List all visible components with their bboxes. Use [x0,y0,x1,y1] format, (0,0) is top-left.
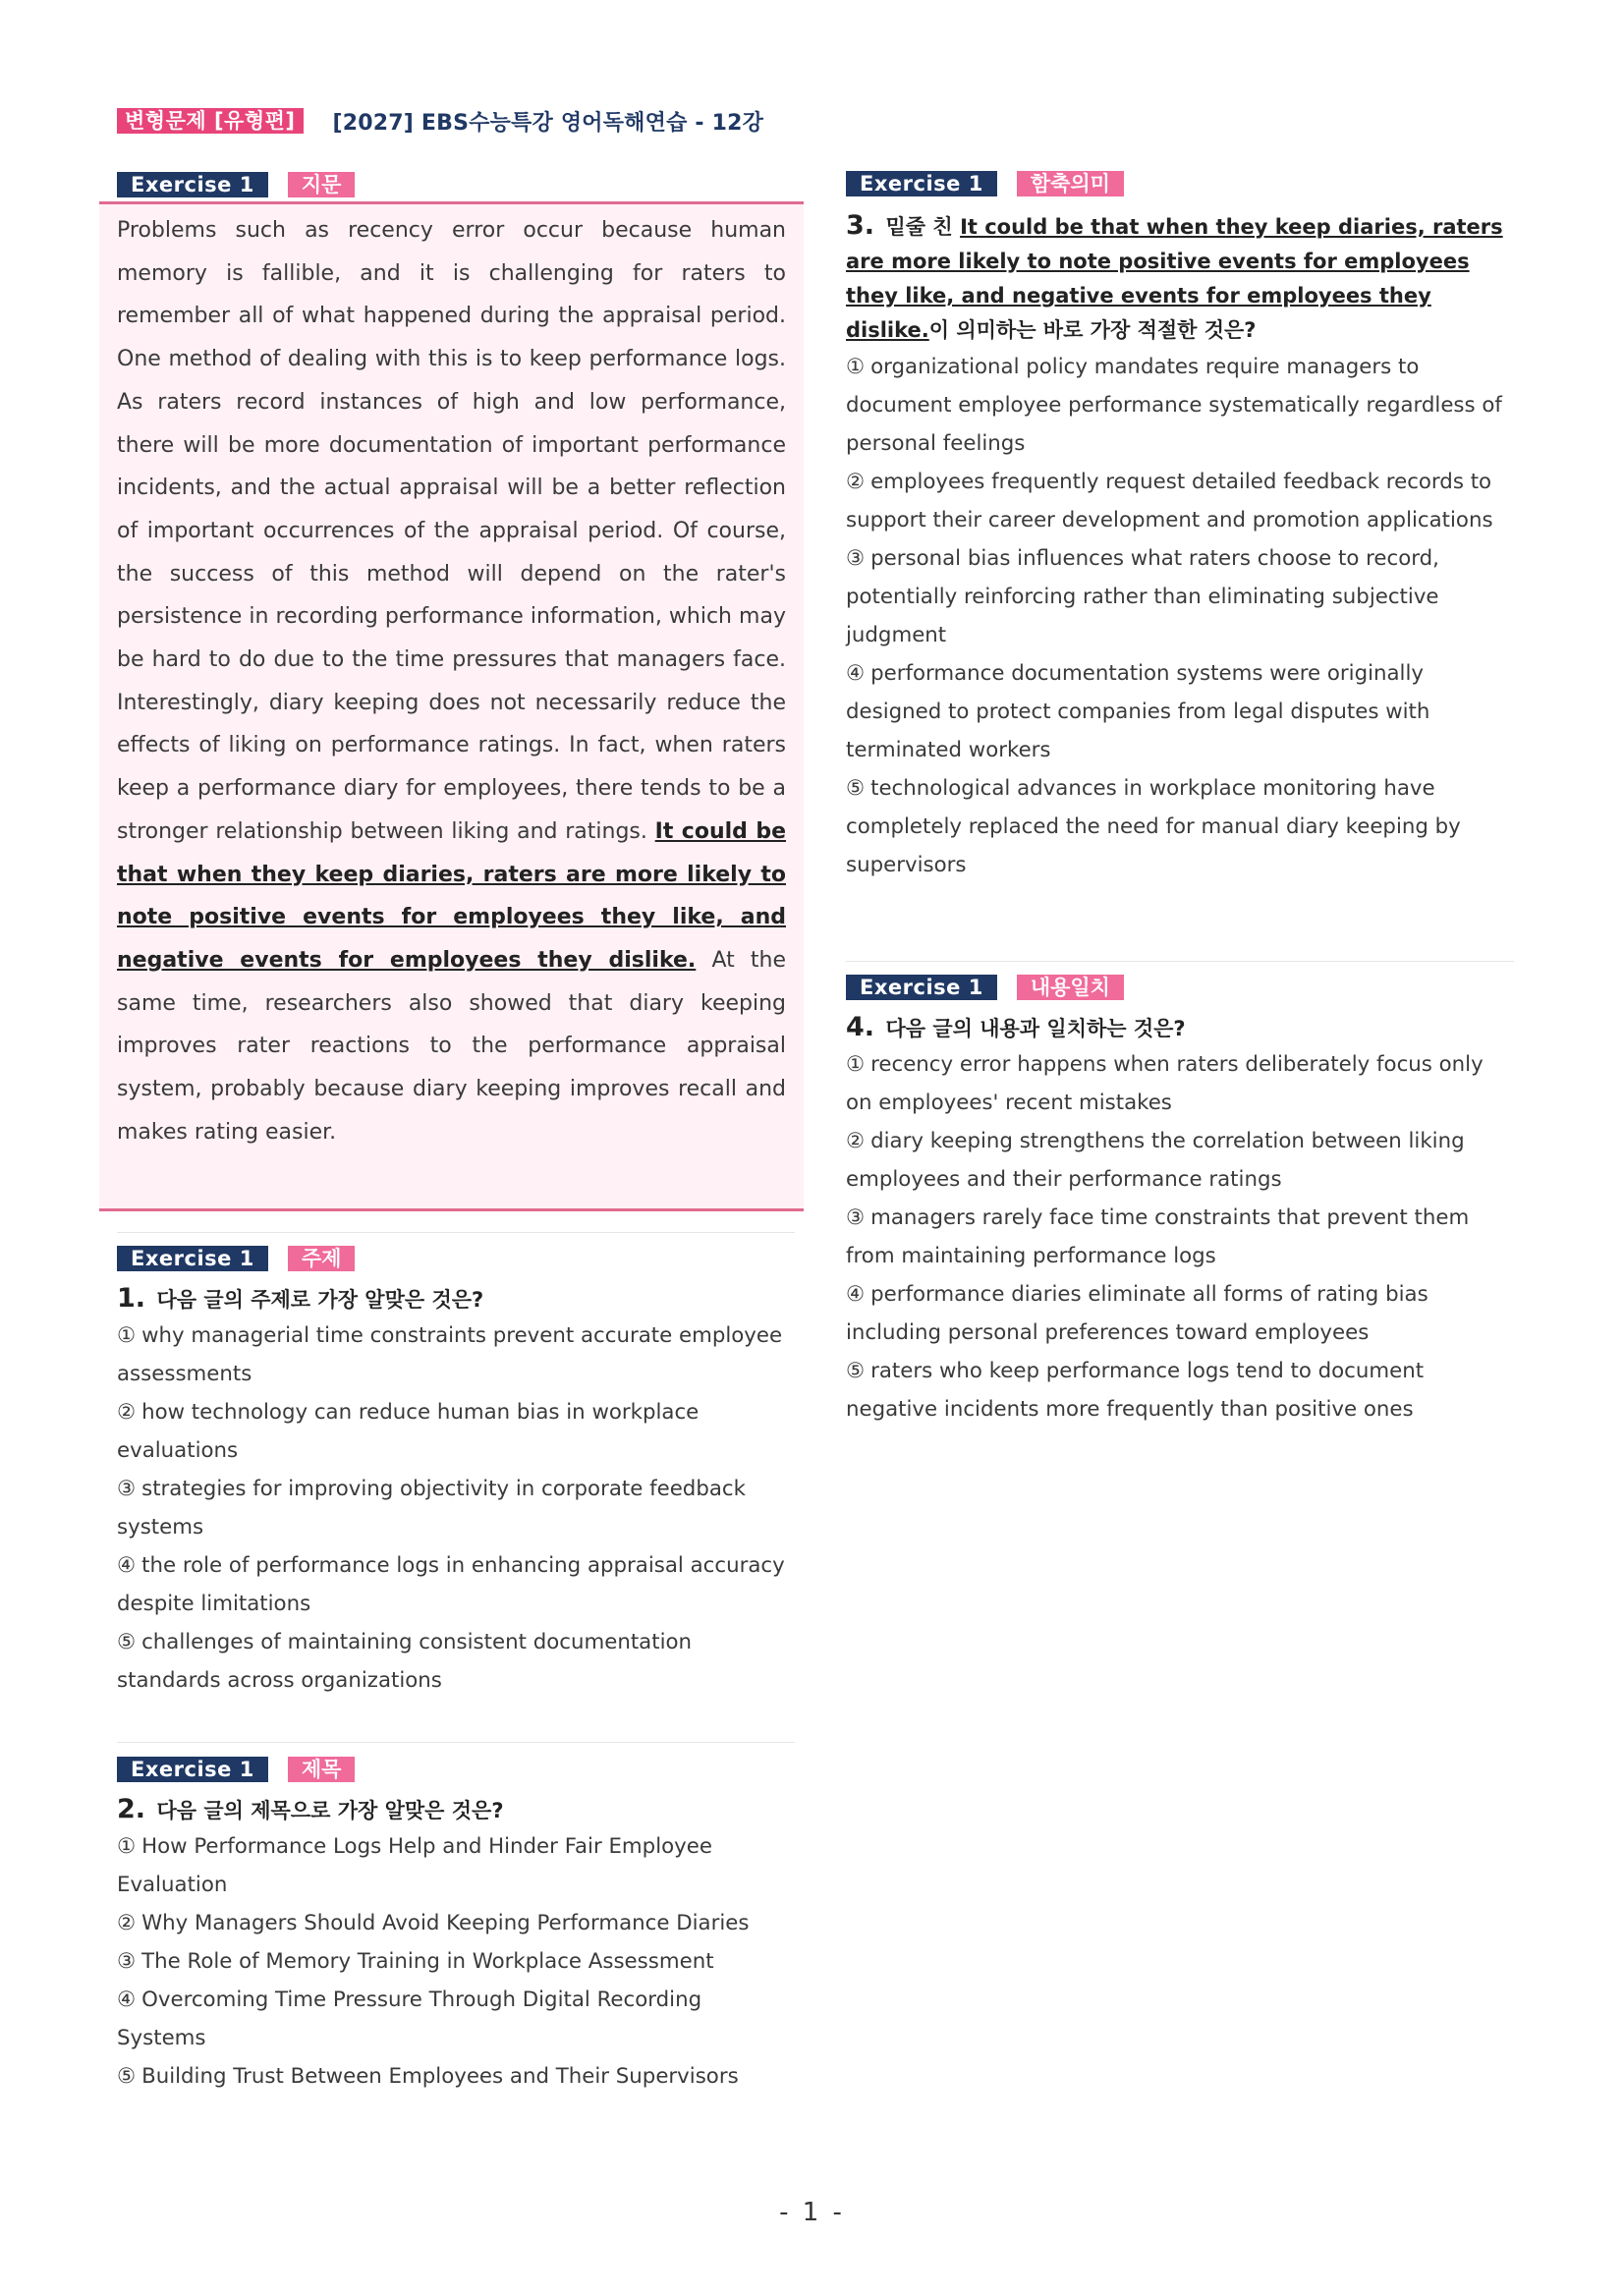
question-text: 다음 글의 주제로 가장 알맞은 것은? [156,1288,484,1312]
exercise-type: 주제 [288,1246,356,1271]
exercise-type: 지문 [288,172,356,197]
option-4[interactable]: ④ performance documentation systems were originally designed to protect companies from legal disputes with terminated workers [846,661,1430,762]
question-text: 다음 글의 내용과 일치하는 것은? [885,1017,1186,1040]
option-3[interactable]: ③ strategies for improving objectivity in corporate feedback systems [117,1477,746,1540]
header-title: [2027] EBS수능특강 영어독해연습 - 12강 [332,110,764,136]
question-suffix: 이 의미하는 바로 가장 적절한 것은? [928,318,1257,342]
header-tag: 변형문제 [유형편] [117,108,304,134]
question-3-stem [846,208,1514,348]
question-text: 다음 글의 제목으로 가장 알맞은 것은? [156,1799,504,1822]
divider [117,1742,795,1743]
exercise-label: Exercise 1 [846,171,997,196]
option-4[interactable]: ④ the role of performance logs in enhancing appraisal accuracy despite limitations [117,1553,785,1616]
passage-text [117,209,786,1153]
question-number: 2. [117,1794,146,1824]
option-1[interactable]: ① How Performance Logs Help and Hinder Fair Employee Evaluation [117,1834,712,1897]
exercise-label: Exercise 1 [117,1757,268,1782]
q2-exercise-header [117,1757,355,1782]
exercise-label: Exercise 1 [117,1246,268,1271]
divider [846,961,1514,962]
passage-text-after: At the same time, researchers also showed that diary keeping improves rater reactions to the performance appraisal system, probably because diary keeping improves recall and makes rating easier. [117,947,786,1145]
question-1-stem [117,1283,795,1316]
passage-exercise-header [117,172,355,197]
exercise-type: 함축의미 [1017,171,1124,196]
option-1[interactable]: ① recency error happens when raters deliberately focus only on employees' recent mistakes [846,1052,1484,1115]
option-4[interactable]: ④ performance diaries eliminate all forms of rating bias including personal preferences toward employees [846,1282,1428,1345]
question-1 [117,1273,795,1700]
passage-bottom-border [99,1208,804,1211]
option-5[interactable]: ⑤ Building Trust Between Employees and Their Supervisors [117,2064,739,2089]
passage-text-before: Problems such as recency error occur because human memory is fallible, and it is challenging for raters to remember all of what happened during the appraisal period. One method of dealing with this is to keep performance logs. As raters record instances of high and low performance, there will be more documentation of important performance incidents, and the actual appraisal will be a better reflection of important occurrences of the appraisal period. Of course, the success of this method will depend on the rater's persistence in recording performance information, which may be hard to do due to the time pressures that managers face. Interestingly, diary keeping does not necessarily reduce the effects of liking on performance ratings. In fact, when raters keep a performance diary for employees, there tends to be a stronger relationship between liking and ratings. [117,218,786,844]
option-1[interactable]: ① organizational policy mandates require managers to document employee performance systematically regardless of personal feelings [846,355,1502,456]
option-3[interactable]: ③ personal bias influences what raters choose to record, potentially reinforcing rather than eliminating subjective judgment [846,546,1439,647]
q4-exercise-header [846,975,1124,1000]
question-3 [846,198,1514,884]
q1-exercise-header [117,1246,355,1271]
option-4[interactable]: ④ Overcoming Time Pressure Through Digital Recording Systems [117,1988,702,2050]
question-2-stem [117,1794,795,1827]
question-number: 1. [117,1283,146,1314]
option-2[interactable]: ② employees frequently request detailed feedback records to support their career development and promotion applications [846,470,1493,532]
option-2[interactable]: ② how technology can reduce human bias in workplace evaluations [117,1400,700,1463]
exercise-label: Exercise 1 [846,975,997,1000]
passage-underlined-sentence: It could be that when they keep diaries, raters are more likely to note positive events for employees they like, and negative events for employees they dislike. [117,818,787,973]
divider [117,1232,795,1233]
page-header [117,106,763,136]
page-number: - 1 - [779,2198,845,2227]
option-2[interactable]: ② Why Managers Should Avoid Keeping Performance Diaries [117,1911,750,1935]
option-1[interactable]: ① why managerial time constraints prevent accurate employee assessments [117,1323,783,1386]
option-3[interactable]: ③ managers rarely face time constraints that prevent them from maintaining performance logs [846,1205,1470,1268]
question-number: 4. [846,1012,875,1042]
option-2[interactable]: ② diary keeping strengthens the correlation between liking employees and their performance ratings [846,1129,1465,1192]
question-prefix: 밑줄 친 [885,215,953,239]
option-5[interactable]: ⑤ challenges of maintaining consistent documentation standards across organizations [117,1630,693,1693]
question-4-stem [846,1012,1514,1045]
question-number: 3. [846,210,875,241]
q3-exercise-header [846,171,1124,196]
exercise-type: 제목 [288,1757,356,1782]
exercise-label: Exercise 1 [117,172,268,197]
question-underlined-sentence: It could be that when they keep diaries, raters are more likely to note positive events for employees they like, and negative events for employees they dislike. [846,215,1503,342]
option-3[interactable]: ③ The Role of Memory Training in Workplace Assessment [117,1949,714,1974]
exercise-type: 내용일치 [1017,975,1124,1000]
question-4 [846,1002,1514,1428]
option-5[interactable]: ⑤ technological advances in workplace monitoring have completely replaced the need for manual diary keeping by supervisors [846,776,1461,877]
question-2 [117,1784,795,2096]
option-5[interactable]: ⑤ raters who keep performance logs tend to document negative incidents more frequently than positive ones [846,1359,1425,1422]
